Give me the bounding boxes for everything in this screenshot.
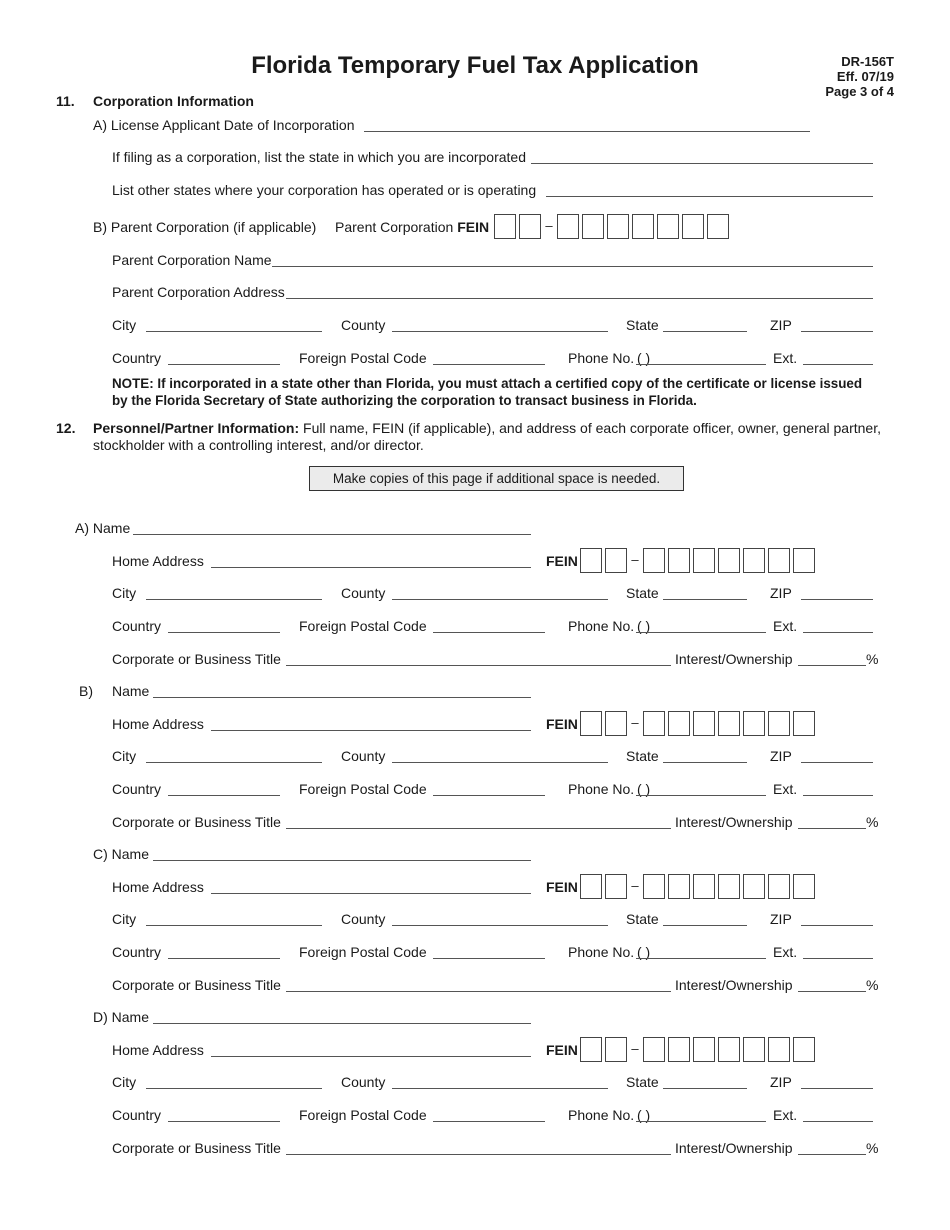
state-field[interactable] <box>663 599 747 600</box>
county-label: County <box>341 748 386 764</box>
percent-sign: % <box>866 977 879 993</box>
fein-dash: – <box>545 218 553 233</box>
parent-fein-prefix: Parent Corporation <box>335 219 454 235</box>
interest-field[interactable] <box>798 1154 866 1155</box>
country-label: Country <box>112 781 162 797</box>
corporate-title-field[interactable] <box>286 991 671 992</box>
phone-parens: ( ) <box>637 781 651 797</box>
section-11-number: 11. <box>56 93 75 109</box>
home-address-field[interactable] <box>211 1056 531 1057</box>
parent-corporation-label: B) Parent Corporation (if applicable) <box>93 219 317 235</box>
fein-digit-box[interactable] <box>657 214 679 239</box>
fein-digit-box[interactable] <box>693 548 715 573</box>
form-page-number: Page 3 of 4 <box>825 84 894 99</box>
zip-field[interactable] <box>801 331 873 332</box>
fein-digit-box[interactable] <box>668 874 690 899</box>
foreign-postal-label: Foreign Postal Code <box>299 618 427 634</box>
percent-sign: % <box>866 651 879 667</box>
country-field[interactable] <box>168 958 280 959</box>
city-label: City <box>112 317 137 333</box>
fein-digit-box[interactable] <box>557 214 579 239</box>
county-label: County <box>341 317 386 333</box>
country-field[interactable] <box>168 795 280 796</box>
person-fein-input[interactable] <box>580 711 818 736</box>
fein-label: FEIN <box>546 716 578 732</box>
country-label: Country <box>112 618 162 634</box>
fein-digit-box[interactable] <box>718 548 740 573</box>
fein-digit-box[interactable] <box>693 711 715 736</box>
fein-digit-box[interactable] <box>793 711 815 736</box>
ext-field[interactable] <box>803 364 873 365</box>
home-address-field[interactable] <box>211 893 531 894</box>
parent-name-label: Parent Corporation Name <box>112 252 272 268</box>
interest-label: Interest/Ownership <box>675 814 793 830</box>
fein-digit-box[interactable] <box>743 874 765 899</box>
person-name-field[interactable] <box>153 860 531 861</box>
ext-label: Ext. <box>773 944 798 960</box>
home-address-label: Home Address <box>112 553 204 569</box>
interest-field[interactable] <box>798 665 866 666</box>
fein-digit-box[interactable] <box>718 711 740 736</box>
person-name-label: Name <box>112 683 150 699</box>
form-title: Florida Temporary Fuel Tax Application <box>251 52 699 79</box>
foreign-postal-label: Foreign Postal Code <box>299 1107 427 1123</box>
corporate-title-label: Corporate or Business Title <box>112 1140 281 1156</box>
zip-label: ZIP <box>770 911 792 927</box>
fein-digit-box[interactable] <box>793 548 815 573</box>
phone-field[interactable] <box>636 632 766 633</box>
country-field[interactable] <box>168 364 280 365</box>
interest-field[interactable] <box>798 991 866 992</box>
parent-name-field[interactable] <box>272 266 873 267</box>
parent-address-field[interactable] <box>286 298 873 299</box>
foreign-postal-label: Foreign Postal Code <box>299 350 427 366</box>
fein-digit-box[interactable] <box>743 548 765 573</box>
ext-field[interactable] <box>803 795 873 796</box>
phone-label: Phone No. <box>568 781 635 797</box>
foreign-postal-field[interactable] <box>433 795 545 796</box>
fein-digit-box[interactable] <box>580 548 602 573</box>
county-label: County <box>341 1074 386 1090</box>
state-field[interactable] <box>663 1088 747 1089</box>
county-label: County <box>341 911 386 927</box>
state-field[interactable] <box>663 762 747 763</box>
city-label: City <box>112 911 137 927</box>
corporate-title-field[interactable] <box>286 665 671 666</box>
fein-label: FEIN <box>546 879 578 895</box>
home-address-field[interactable] <box>211 730 531 731</box>
phone-label: Phone No. <box>568 618 635 634</box>
incorporation-date-label: A) License Applicant Date of Incorporation <box>93 117 355 133</box>
fein-digit-box[interactable] <box>768 874 790 899</box>
city-field[interactable] <box>146 331 322 332</box>
country-label: Country <box>112 944 162 960</box>
country-label: Country <box>112 350 162 366</box>
city-field[interactable] <box>146 1088 322 1089</box>
fein-digit-box[interactable] <box>643 548 665 573</box>
corporate-title-label: Corporate or Business Title <box>112 977 281 993</box>
country-label: Country <box>112 1107 162 1123</box>
fein-digit-box[interactable] <box>718 874 740 899</box>
zip-field[interactable] <box>801 762 873 763</box>
phone-field[interactable] <box>636 1121 766 1122</box>
fein-digit-box[interactable] <box>707 214 729 239</box>
phone-field[interactable] <box>636 364 766 365</box>
fein-digit-box[interactable] <box>668 711 690 736</box>
home-address-label: Home Address <box>112 716 204 732</box>
person-name-label: D) Name <box>93 1009 150 1025</box>
state-incorporated-label: If filing as a corporation, list the state in which you are incorporated <box>112 149 526 165</box>
county-field[interactable] <box>392 1088 608 1089</box>
parent-fein-word: FEIN <box>457 219 490 235</box>
fein-digit-box[interactable] <box>580 874 602 899</box>
foreign-postal-label: Foreign Postal Code <box>299 781 427 797</box>
state-label: State <box>626 911 659 927</box>
person-name-field[interactable] <box>133 534 531 535</box>
home-address-label: Home Address <box>112 879 204 895</box>
phone-label: Phone No. <box>568 1107 635 1123</box>
fein-dash: – <box>631 715 639 730</box>
zip-field[interactable] <box>801 1088 873 1089</box>
fein-digit-box[interactable] <box>582 214 604 239</box>
ext-field[interactable] <box>803 632 873 633</box>
interest-label: Interest/Ownership <box>675 651 793 667</box>
zip-label: ZIP <box>770 748 792 764</box>
person-name-field[interactable] <box>153 697 531 698</box>
fein-digit-box[interactable] <box>793 874 815 899</box>
city-label: City <box>112 585 137 601</box>
person-name-label: A) Name <box>75 520 131 536</box>
person-letter: B) <box>79 683 93 699</box>
foreign-postal-field[interactable] <box>433 632 545 633</box>
form-number: DR-156T <box>841 54 894 69</box>
foreign-postal-field[interactable] <box>433 958 545 959</box>
fein-digit-box[interactable] <box>607 214 629 239</box>
fein-digit-box[interactable] <box>605 711 627 736</box>
zip-label: ZIP <box>770 585 792 601</box>
fein-digit-box[interactable] <box>693 874 715 899</box>
fein-digit-box[interactable] <box>693 1037 715 1062</box>
section-12-number: 12. <box>56 420 76 436</box>
state-label: State <box>626 748 659 764</box>
incorporation-note: NOTE: If incorporated in a state other than Florida, you must attach a certified copy of the certificate or license issued by the Florida Secretary of State authorizing the corporation to transact business in Florida. <box>112 376 863 408</box>
corporate-title-field[interactable] <box>286 828 671 829</box>
percent-sign: % <box>866 1140 879 1156</box>
city-label: City <box>112 748 137 764</box>
interest-field[interactable] <box>798 828 866 829</box>
county-field[interactable] <box>392 925 608 926</box>
fein-digit-box[interactable] <box>580 1037 602 1062</box>
phone-field[interactable] <box>636 958 766 959</box>
fein-digit-box[interactable] <box>632 214 654 239</box>
fein-digit-box[interactable] <box>768 548 790 573</box>
phone-parens: ( ) <box>637 944 651 960</box>
form-id-block <box>825 54 894 99</box>
corporate-title-field[interactable] <box>286 1154 671 1155</box>
home-address-field[interactable] <box>211 567 531 568</box>
zip-label: ZIP <box>770 1074 792 1090</box>
foreign-postal-field[interactable] <box>433 1121 545 1122</box>
incorporation-date-field[interactable] <box>364 131 810 132</box>
other-states-field[interactable] <box>546 196 873 197</box>
state-label: State <box>626 1074 659 1090</box>
fein-dash: – <box>631 552 639 567</box>
parent-address-label: Parent Corporation Address <box>112 284 285 300</box>
city-field[interactable] <box>146 925 322 926</box>
corporate-title-label: Corporate or Business Title <box>112 814 281 830</box>
country-field[interactable] <box>168 632 280 633</box>
fein-dash: – <box>631 1041 639 1056</box>
county-field[interactable] <box>392 762 608 763</box>
city-field[interactable] <box>146 599 322 600</box>
fein-digit-box[interactable] <box>768 1037 790 1062</box>
state-label: State <box>626 317 659 333</box>
fein-digit-box[interactable] <box>668 548 690 573</box>
city-field[interactable] <box>146 762 322 763</box>
fein-digit-box[interactable] <box>643 1037 665 1062</box>
phone-label: Phone No. <box>568 350 635 366</box>
ext-label: Ext. <box>773 618 798 634</box>
section-12-intro <box>93 420 893 454</box>
parent-fein-label <box>335 219 489 235</box>
fein-digit-box[interactable] <box>643 874 665 899</box>
fein-digit-box[interactable] <box>605 874 627 899</box>
ext-field[interactable] <box>803 958 873 959</box>
ext-label: Ext. <box>773 350 798 366</box>
state-incorporated-field[interactable] <box>531 163 873 164</box>
fein-digit-box[interactable] <box>682 214 704 239</box>
phone-label: Phone No. <box>568 944 635 960</box>
person-name-label: C) Name <box>93 846 150 862</box>
interest-label: Interest/Ownership <box>675 977 793 993</box>
other-states-label: List other states where your corporation has operated or is operating <box>112 182 537 198</box>
fein-label: FEIN <box>546 553 578 569</box>
fein-digit-box[interactable] <box>605 1037 627 1062</box>
phone-parens: ( ) <box>637 350 651 366</box>
ext-label: Ext. <box>773 781 798 797</box>
section-12-description: Full name, FEIN (if applicable), and address of each corporate officer, owner, general partner, stockholder with a controlling interest, and/or director. <box>93 420 881 453</box>
interest-label: Interest/Ownership <box>675 1140 793 1156</box>
foreign-postal-label: Foreign Postal Code <box>299 944 427 960</box>
section-12-heading: Personnel/Partner Information: <box>93 420 300 436</box>
home-address-label: Home Address <box>112 1042 204 1058</box>
person-name-field[interactable] <box>153 1023 531 1024</box>
person-fein-input[interactable] <box>580 548 818 573</box>
person-fein-input[interactable] <box>580 874 818 899</box>
fein-digit-box[interactable] <box>519 214 541 239</box>
county-field[interactable] <box>392 331 608 332</box>
zip-field[interactable] <box>801 925 873 926</box>
state-field[interactable] <box>663 925 747 926</box>
fein-digit-box[interactable] <box>668 1037 690 1062</box>
phone-parens: ( ) <box>637 618 651 634</box>
fein-digit-box[interactable] <box>743 1037 765 1062</box>
phone-parens: ( ) <box>637 1107 651 1123</box>
ext-field[interactable] <box>803 1121 873 1122</box>
section-11-heading: Corporation Information <box>93 93 254 109</box>
fein-digit-box[interactable] <box>768 711 790 736</box>
county-label: County <box>341 585 386 601</box>
country-field[interactable] <box>168 1121 280 1122</box>
copies-note-box: Make copies of this page if additional space is needed. <box>309 466 684 491</box>
zip-field[interactable] <box>801 599 873 600</box>
fein-label: FEIN <box>546 1042 578 1058</box>
fein-digit-box[interactable] <box>605 548 627 573</box>
fein-digit-box[interactable] <box>743 711 765 736</box>
fein-dash: – <box>631 878 639 893</box>
foreign-postal-field[interactable] <box>433 364 545 365</box>
phone-field[interactable] <box>636 795 766 796</box>
state-field[interactable] <box>663 331 747 332</box>
parent-fein-input[interactable] <box>494 214 732 239</box>
corporate-title-label: Corporate or Business Title <box>112 651 281 667</box>
city-label: City <box>112 1074 137 1090</box>
ext-label: Ext. <box>773 1107 798 1123</box>
percent-sign: % <box>866 814 879 830</box>
fein-digit-box[interactable] <box>494 214 516 239</box>
county-field[interactable] <box>392 599 608 600</box>
fein-digit-box[interactable] <box>643 711 665 736</box>
fein-digit-box[interactable] <box>718 1037 740 1062</box>
person-fein-input[interactable] <box>580 1037 818 1062</box>
state-label: State <box>626 585 659 601</box>
fein-digit-box[interactable] <box>793 1037 815 1062</box>
zip-label: ZIP <box>770 317 792 333</box>
fein-digit-box[interactable] <box>580 711 602 736</box>
form-effective-date: Eff. 07/19 <box>836 69 894 84</box>
